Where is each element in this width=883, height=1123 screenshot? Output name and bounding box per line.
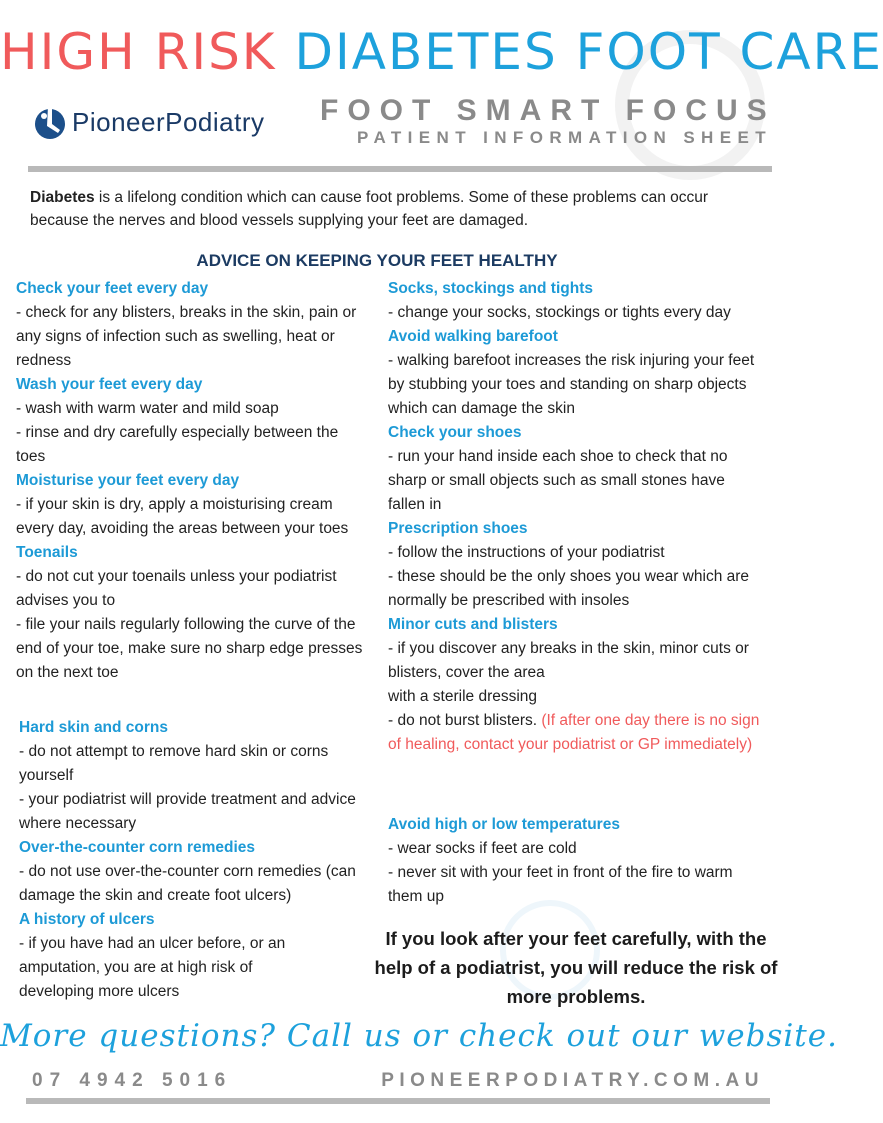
subtitle-patient-information: PATIENT INFORMATION SHEET (357, 128, 772, 147)
section-heading: Minor cuts and blisters (388, 616, 558, 633)
section-heading: Prescription shoes (388, 520, 528, 537)
subtitle-foot-smart-focus: FOOT SMART FOCUS (320, 94, 776, 127)
section-text: - never sit with your feet in front of the fire to warm them up (388, 864, 733, 905)
right-column-top (388, 277, 766, 757)
top-divider (28, 166, 772, 172)
blister-advice: - do not burst blisters. (388, 712, 542, 729)
section-heading: Over-the-counter corn remedies (19, 839, 256, 856)
section-heading: Check your feet every day (16, 280, 209, 297)
left-column-top (16, 277, 368, 685)
intro-bold: Diabetes (30, 189, 95, 206)
page-title (0, 22, 883, 82)
section-text: - file your nails regularly following the curve of the end of your toe, make sure no sharp edge presses on the next toe (16, 616, 363, 681)
section-text: - rinse and dry carefully especially between the toes (16, 424, 339, 465)
section-text: - change your socks, stockings or tights every day (388, 304, 731, 321)
closing-statement: If you look after your feet carefully, with the help of a podiatrist, you will reduce the risk of more problems. (374, 928, 778, 1007)
more-questions-banner: More questions? Call us or check out our website. (0, 1018, 838, 1054)
section-heading: Check your shoes (388, 424, 522, 441)
website-link[interactable]: PIONEERPODIATRY.COM.AU (381, 1070, 764, 1091)
section-text: - wash with warm water and mild soap (16, 400, 279, 417)
title-diabetes-foot-care: DIABETES FOOT CARE (294, 23, 883, 81)
bottom-divider (26, 1098, 770, 1104)
section-text: - do not cut your toenails unless your podiatrist advises you to (16, 568, 337, 609)
section-heading: Moisturise your feet every day (16, 472, 240, 489)
section-heading: Avoid walking barefoot (388, 328, 558, 345)
section-text: - if you discover any breaks in the skin, minor cuts or blisters, cover the area (388, 640, 749, 681)
advice-heading: ADVICE ON KEEPING YOUR FEET HEALTHY (196, 251, 558, 270)
phone-number[interactable]: 07 4942 5016 (32, 1070, 233, 1091)
section-text (388, 709, 766, 757)
section-text: - if you have had an ulcer before, or an amputation, you are at high risk of developing more ulcers (19, 935, 286, 1000)
logo (34, 102, 265, 142)
section-text: - walking barefoot increases the risk injuring your feet by stubbing your toes and standing on sharp objects which can damage the skin (388, 352, 755, 417)
right-column-bottom (388, 813, 766, 909)
section-text: - your podiatrist will provide treatment and advice where necessary (19, 791, 356, 832)
section-heading: Toenails (16, 544, 78, 561)
intro-paragraph (30, 186, 770, 232)
section-text: - these should be the only shoes you wear which are normally be prescribed with insoles (388, 568, 750, 609)
left-column-bottom (19, 716, 371, 1004)
title-high-risk: HIGH RISK (0, 23, 277, 81)
section-text: with a sterile dressing (388, 688, 538, 705)
warning-text: (If after one day there is no sign of healing, contact your podiatrist or GP immediately) (388, 712, 760, 753)
section-text: - do not attempt to remove hard skin or corns yourself (19, 743, 329, 784)
section-heading: A history of ulcers (19, 911, 155, 928)
logo-text: PioneerPodiatry (72, 106, 265, 137)
section-text: - follow the instructions of your podiatrist (388, 544, 665, 561)
section-text: - run your hand inside each shoe to check that no sharp or small objects such as small stones have fallen in (388, 448, 728, 513)
section-heading: Avoid high or low temperatures (388, 816, 620, 833)
section-text: - do not use over-the-counter corn remedies (can damage the skin and create foot ulcers) (19, 863, 356, 904)
section-heading: Hard skin and corns (19, 719, 169, 736)
section-text: - if your skin is dry, apply a moisturising cream every day, avoiding the areas between your toes (16, 496, 349, 537)
section-heading: Socks, stockings and tights (388, 280, 593, 297)
intro-text: is a lifelong condition which can cause foot problems. Some of these problems can occur because the nerves and blood vessels supplying your feet are damaged. (30, 189, 709, 229)
section-text: - check for any blisters, breaks in the skin, pain or any signs of infection such as swelling, heat or redness (16, 304, 357, 369)
foot-logo-icon (34, 102, 66, 142)
section-heading: Wash your feet every day (16, 376, 203, 393)
section-text: - wear socks if feet are cold (388, 840, 577, 857)
